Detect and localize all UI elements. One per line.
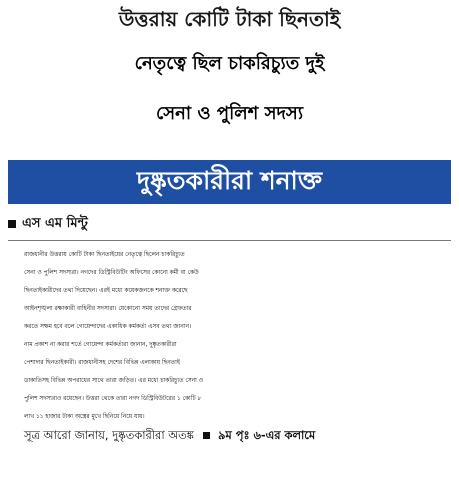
jump-square-icon: [203, 432, 210, 439]
byline-square-icon: [8, 220, 16, 228]
kicker-headline: উত্তরায় কোটি টাকা ছিনতাই: [118, 7, 341, 31]
article-body: [10, 246, 451, 444]
body-line: ছিনতাইকারীদের তথ্য দিয়েছেন। এরই মধ্যে কয়েকজনকে শনাক্ত করেছে: [24, 288, 188, 294]
byline: [8, 214, 88, 234]
banner-text: দুষ্কৃতকারীরা শনাক্ত: [136, 165, 323, 195]
byline-author: এস এম মিন্টু: [22, 215, 88, 231]
paragraph-3: [10, 426, 451, 444]
divider: [8, 240, 451, 241]
body-line: করতে সক্ষম হবে বলে গোয়েন্দাদের একাধিক কর্মকর্তা এসব তথ্য জানান।: [24, 324, 192, 330]
body-line: ডাকাতিসহ বিভিন্ন অপরাধের সাথে তারা জড়িত। এর মধ্যে চাকরিচ্যুত সেনা ও: [24, 378, 204, 384]
body-line: আইনশৃঙ্খলা রক্ষাকারী বাহিনীর সদস্যরা। যেকোনো সময় তাদের গ্রেফতার: [24, 306, 192, 312]
body-line: লাখ ১১ হাজার টাকা অস্ত্রের মুখে ছিনিয়ে নিয়ে যায়।: [24, 414, 145, 420]
main-headline-line-2: সেনা ও পুলিশ সদস্য: [155, 103, 304, 124]
body-line: সেনা ও পুলিশ সদস্যরা। নগদের ডিস্ট্রিবিউটিং অফিসের কোনো কর্মী বা কেউ: [24, 270, 199, 276]
subheadline-banner: [8, 160, 451, 204]
body-line: সূত্র আরো জানায়, দুষ্কৃতকারীরা অতঙ্ক: [24, 428, 194, 442]
paragraph-1: [10, 246, 451, 336]
main-headline-line-1: নেতৃত্বে ছিল চাকরিচ্যুত দুই: [134, 53, 325, 74]
body-line: পেশাদার ছিনতাইকারী। রাজধানীসহ দেশের বিভিন্ন এলাকায় ছিনতাই: [24, 360, 180, 366]
body-line: নাম প্রকাশ না করার শর্তে গোয়েন্দা কর্মকর্তারা জানান, দুষ্কৃতকারীরা: [24, 342, 177, 348]
body-line: রাজধানীর উত্তরায় কোটি টাকা ছিনতাইয়ের নেতৃত্বে ছিলেন চাকরিচ্যুত: [24, 252, 185, 258]
continued-on-page: ৯ম পৃঃ ৬-এর কলামে: [218, 428, 316, 442]
paragraph-2: [10, 336, 451, 426]
body-line: পুলিশ সদস্যরাও রয়েছেন। উত্তরা থেকে তারা নগদ ডিস্ট্রিবিউটরের ১ কোটি ৮: [24, 396, 202, 402]
